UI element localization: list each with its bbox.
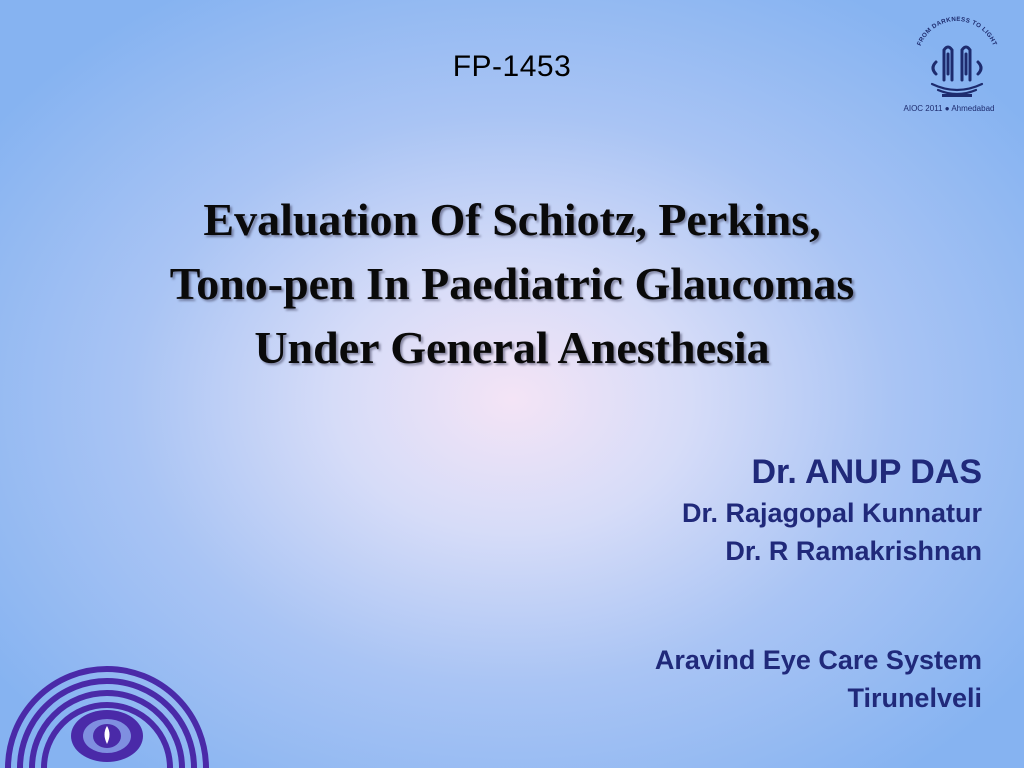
co-author: Dr. Rajagopal Kunnatur — [681, 498, 982, 528]
affiliation-line: Tirunelveli — [847, 683, 982, 713]
affiliation — [655, 641, 982, 717]
lead-author: Dr. ANUP DAS — [751, 453, 982, 491]
co-author: Dr. R Ramakrishnan — [725, 536, 982, 566]
title-line: Tono-pen In Paediatric Glaucomas — [169, 258, 855, 309]
title-line: Under General Anesthesia — [254, 322, 770, 373]
emblem-arc-text: FROM DARKNESS TO LIGHT — [915, 16, 999, 47]
svg-text:FROM DARKNESS TO LIGHT — [916, 16, 998, 47]
slide-title — [40, 188, 984, 380]
slide-code: FP-1453 — [452, 50, 572, 83]
title-line: Evaluation Of Schiotz, Perkins, — [203, 194, 821, 245]
emblem-caption: AIOC 2011 ● Ahmedabad — [903, 104, 995, 113]
author-list — [682, 450, 982, 570]
aravind-eye-logo-icon — [0, 648, 214, 768]
affiliation-line: Aravind Eye Care System — [654, 645, 982, 675]
